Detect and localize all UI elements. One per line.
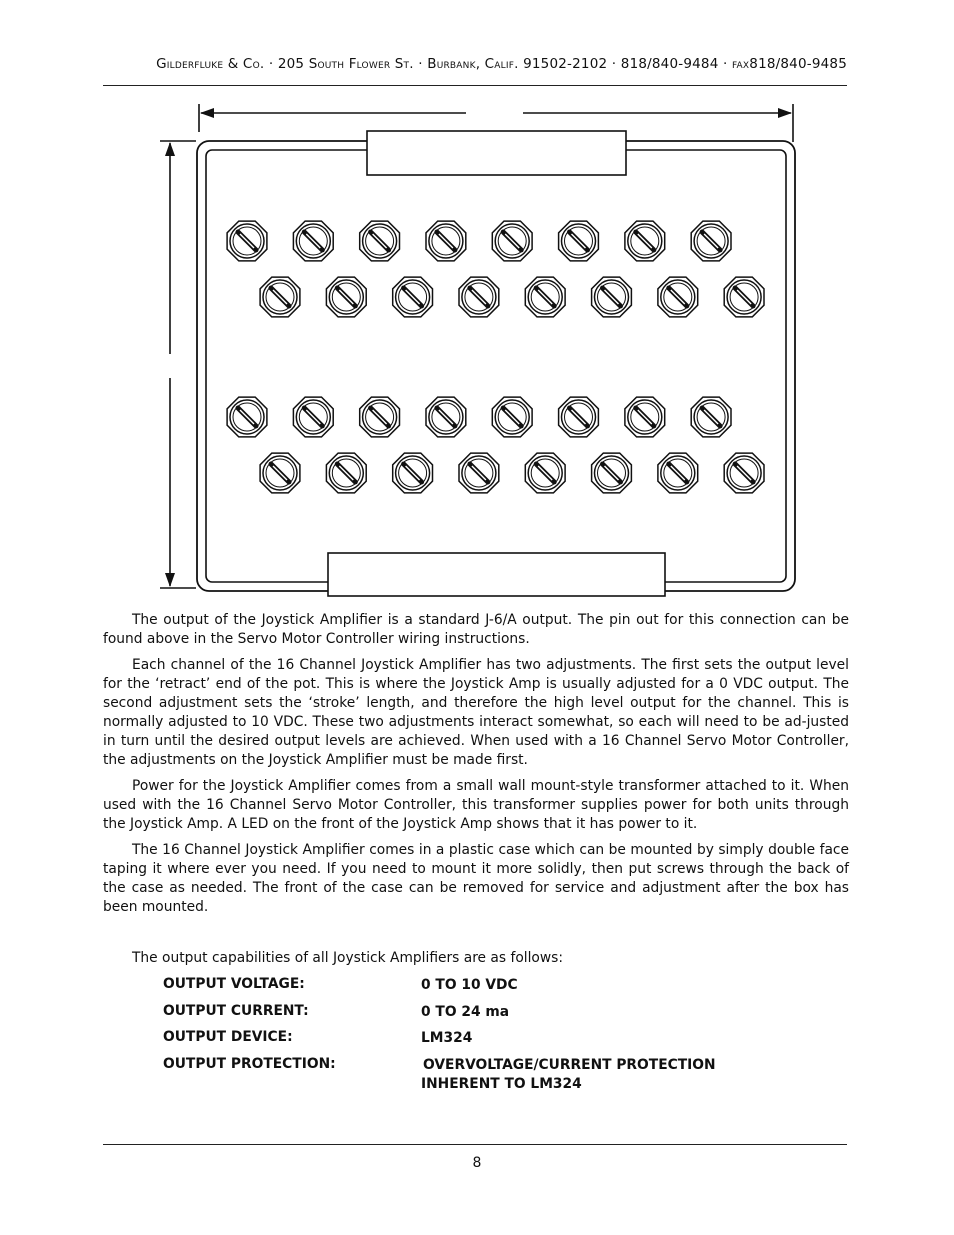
header-divider [103,85,847,86]
trimmer-pot [426,221,466,261]
body-text [103,611,849,924]
specs-intro: The output capabilities of all Joystick Amplifiers are as follows: [132,950,563,966]
street-address: 205 South Flower St. [277,56,414,72]
trimmer-pot [293,397,333,437]
trimmer-pot [260,277,300,317]
spec-table [163,976,783,1092]
spec-label: OUTPUT CURRENT: [163,1002,309,1019]
trimmer-pot [658,453,698,493]
page-number: 8 [472,1155,482,1171]
trimmer-pot [658,277,698,317]
trimmer-pot [492,397,532,437]
fax-label: fax [732,56,750,72]
paragraph: The 16 Channel Joystick Amplifier comes in a plastic case which can be mounted by simply double face taping it where ever you need. If you need to mount it more solidly, then put screws through the back of the case as needed. The front of the case can be removed for service and adjustment after the box has been mounted. [103,842,849,915]
trimmer-pot [525,453,565,493]
spec-row [163,1055,783,1092]
trimmer-pot [724,277,764,317]
trimmer-pot [492,221,532,261]
trimmer-pot [559,221,599,261]
trimmer-pot [260,453,300,493]
trimmer-pot [426,397,466,437]
trimmer-pot [293,221,333,261]
trimmer-pot [326,453,366,493]
company-name: Gilderfluke & Co. [156,56,265,72]
spec-label: OUTPUT PROTECTION: [163,1055,336,1072]
trimmer-pot [227,397,267,437]
trimmer-pot [592,453,632,493]
trimmer-pot [625,397,665,437]
trimmer-pot [724,453,764,493]
trimmer-pot [360,397,400,437]
bottom-connector [328,553,665,596]
trimmer-pot [525,277,565,317]
city-zip: Burbank, Calif. 91502-2102 [427,56,608,72]
paragraph: Power for the Joystick Amplifier comes from a small wall mount-style transformer attached to it. When used with the 16 Channel Servo Motor Controller, this transformer supplies power for both units through the Joystick Amp. A LED on the front of the Joystick Amp shows that it has power to it. [103,778,849,832]
top-connector [367,131,626,175]
trimmer-pot [393,453,433,493]
case-inner-outline [206,150,786,582]
spec-value: 0 TO 24 ma [421,1003,510,1020]
paragraph: Each channel of the 16 Channel Joystick Amplifier has two adjustments. The first sets the output level for the ‘retract’ end of the pot. This is where the Joystick Amp is usually adjusted for a 0 VDC output. The second adjustment sets the ‘stroke’ length, and therefore the high level output for the channel. This is normally adjusted to 10 VDC. These two adjustments interact somewhat, so each will need to be ad-justed in turn until the desired output levels are achieved. When used with a 16 Channel Servo Motor Controller, the adjustments on the Joystick Amplifier must be made first. [103,657,849,768]
fax-number: 818/840-9485 [749,56,847,72]
phone-number: 818/840-9484 [620,56,719,72]
page-header: Gilderfluke & Co. · 205 South Flower St. · Burbank, Calif. 91502-2102 · 818/840-9484 · fax818/840-9485 [156,56,847,72]
trimmer-pot [360,221,400,261]
trimmer-pot [227,221,267,261]
trimmer-pot [393,277,433,317]
height-dimension [160,141,196,588]
trimmer-potentiometers [227,221,764,493]
paragraph: The output of the Joystick Amplifier is a standard J-6/A output. The pin out for this connection can be found above in the Servo Motor Controller wiring instructions. [103,612,849,647]
trimmer-pot [691,221,731,261]
spec-row [163,976,783,1003]
trimmer-pot [625,221,665,261]
amplifier-panel-diagram [150,100,810,600]
spec-label: OUTPUT VOLTAGE: [163,976,305,992]
spec-value: OVERVOLTAGE/CURRENT PROTECTION INHERENT TO LM324 [421,1056,716,1092]
case-outer-outline [197,141,795,591]
trimmer-pot [592,277,632,317]
spec-row [163,1029,783,1056]
trimmer-pot [459,277,499,317]
footer-divider [103,1144,847,1145]
spec-label: OUTPUT DEVICE: [163,1029,293,1045]
spec-row [163,1003,783,1030]
trimmer-pot [559,397,599,437]
trimmer-pot [691,397,731,437]
spec-value: 0 TO 10 VDC [421,977,518,993]
trimmer-pot [459,453,499,493]
trimmer-pot [326,277,366,317]
spec-value: LM324 [421,1030,473,1046]
